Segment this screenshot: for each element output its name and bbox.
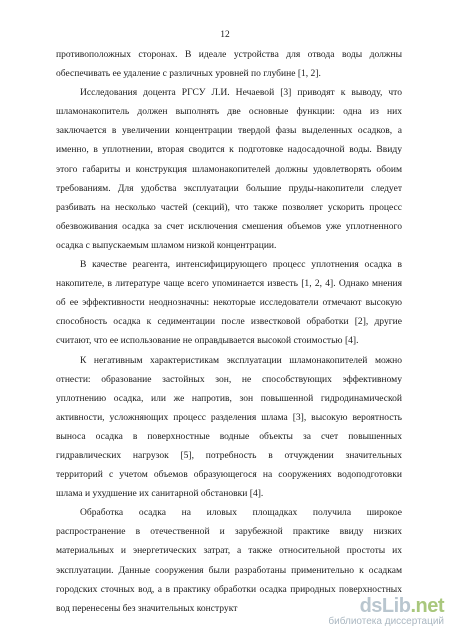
paragraph — [56, 351, 402, 504]
text-line: этого габариты и конструкция шламонакопителей должны удовлетворять обоим — [56, 163, 402, 175]
watermark-logo-main: dsLib — [359, 595, 411, 617]
page-number: 12 — [220, 30, 230, 40]
watermark-logo — [360, 595, 444, 618]
text-line: требованиям. Для удобства эксплуатации большие пруды-накопители следует — [56, 182, 402, 194]
paragraph — [56, 83, 402, 255]
text-line: обеспечивать ее удаление с различных уровней по глубине [1, 2]. — [56, 68, 321, 80]
text-line: разбивать на несколько частей (секций), что также позволяет ускорить процесс — [56, 201, 402, 213]
text-line: об ее эффективности неоднозначны: некоторые исследователи отмечают высокую — [56, 297, 402, 309]
text-line: территорий с учетом объемов образующегося на сооружениях водоподготовки — [56, 469, 402, 481]
text-line: считают, что ее использование не оправдывается высокой стоимостью [4]. — [56, 335, 359, 347]
text-line: К негативным характеристикам эксплуатации шламонакопителей можно — [80, 354, 402, 366]
text-line: выноса осадка в поверхностные водные объекты за счет повышенных — [56, 430, 402, 442]
text-line: городских сточных вод, а в практику обработки осадка природных поверхностных — [56, 583, 402, 595]
paragraph — [56, 255, 402, 350]
text-line: В качестве реагента, интенсифицирующего процесс уплотнения осадка в — [80, 259, 402, 271]
text-line: накопителе, в литературе чаще всего упоминается известь [1, 2, 4]. Однако мнения — [56, 278, 402, 290]
text-line: активности, усложняющих процесс разделения шлама [3], высокую вероятность — [56, 411, 402, 423]
document-body — [56, 45, 402, 618]
text-line: заключается в увеличении концентрации твердой фазы выделенных осадков, а — [56, 125, 402, 137]
dslib-watermark[interactable] — [304, 595, 444, 631]
watermark-logo-domain: .net — [410, 595, 444, 617]
text-line: вод перенесены без значительных конструкт — [56, 602, 238, 614]
text-line: гидравлических нагрузок [5], потребность в отчуждении значительных — [56, 449, 402, 461]
text-line: распространение в отечественной и зарубежной практике ввиду низких — [56, 526, 402, 538]
text-line: противоположных сторонах. В идеале устройства для отвода воды должны — [56, 49, 402, 60]
text-line: Исследования доцента РГСУ Л.И. Нечаевой [3] приводят к выводу, что — [80, 87, 402, 99]
watermark-tagline: библиотека диссертаций — [328, 616, 444, 627]
text-line: шламонакопитель должен выполнять две основные функции: одна из них — [56, 106, 402, 118]
text-line: способность осадка к седиментации после известковой обработки [2], другие — [56, 316, 402, 328]
text-line: именно, в уплотнении, вторая сводится к подготовке надосадочной воды. Ввиду — [56, 144, 402, 156]
text-line: обезвоживания осадка за счет исключения смешения объемов уже уплотненного — [56, 220, 402, 232]
text-line: шлама и ухудшение их санитарной обстановки [4]. — [56, 488, 264, 500]
text-line: осадка с выпускаемым шламом низкой концентрации. — [56, 239, 277, 251]
text-line: Обработка осадка на иловых площадках получила широкое — [80, 507, 402, 519]
paragraph — [56, 45, 402, 83]
text-line: отнести: образование застойных зон, не способствующих эффективному — [56, 373, 402, 385]
text-line: эксплуатации. Данные сооружения были разработаны применительно к осадкам — [56, 564, 402, 576]
text-line: уплотнению осадка, или же напротив, зон повышенной гидродинамической — [56, 392, 402, 404]
text-line: материальных и энергетических затрат, а также относительной простоты их — [56, 545, 402, 557]
